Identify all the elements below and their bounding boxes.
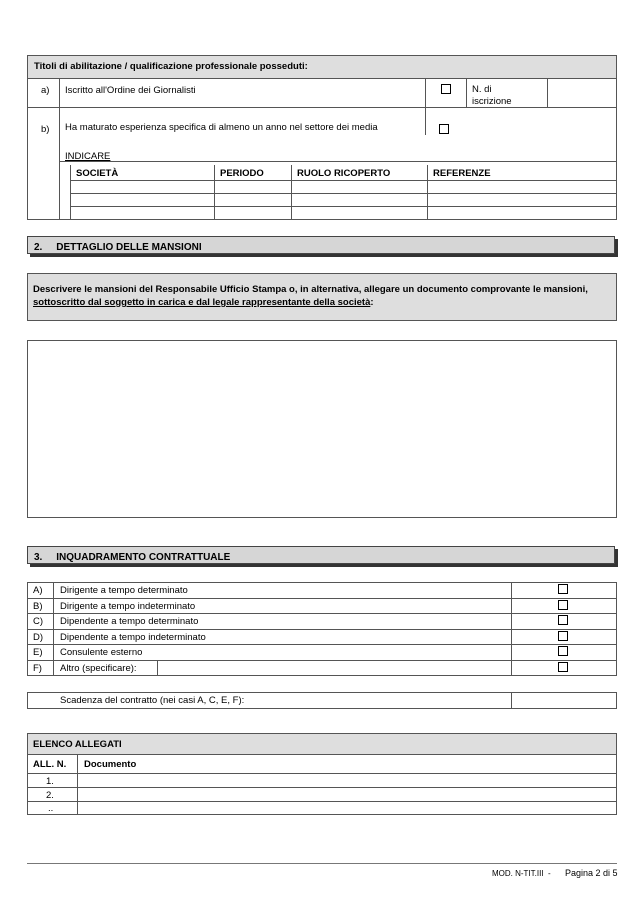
allegati-row-1-n: 1. (46, 776, 54, 787)
footer-rule (27, 863, 617, 864)
option-f-checkbox[interactable] (558, 662, 568, 672)
row-a-numero-field[interactable] (548, 79, 616, 106)
row-b-text: Ha maturato esperienza specifica di almeno un anno nel settore dei media (65, 122, 378, 133)
option-c-letter: C) (33, 616, 44, 627)
mansioni-textarea[interactable] (27, 340, 617, 518)
option-b-label: Dirigente a tempo indeterminato (60, 601, 196, 612)
option-d-label: Dipendente a tempo indeterminato (60, 632, 206, 643)
titoli-heading: Titoli di abilitazione / qualificazione professionale posseduti: (34, 61, 308, 72)
description-end: : (370, 297, 374, 308)
option-a-letter: A) (33, 585, 43, 596)
footer-page-number: Pagina 2 di 5 (565, 868, 618, 878)
option-c-label: Dipendente a tempo determinato (60, 616, 199, 627)
option-b-checkbox[interactable] (558, 600, 568, 610)
indicare-label: INDICARE (65, 151, 111, 162)
section-3-header (27, 546, 615, 564)
option-e-letter: E) (33, 647, 43, 658)
option-d-checkbox[interactable] (558, 631, 568, 641)
allegati-title: ELENCO ALLEGATI (33, 739, 122, 750)
section-2-header (27, 236, 615, 254)
col-referenze: REFERENZE (433, 168, 491, 179)
col-ruolo: RUOLO RICOPERTO (297, 168, 391, 179)
option-c-checkbox[interactable] (558, 615, 568, 625)
row-a-text: Iscritto all'Ordine dei Giornalisti (65, 85, 196, 96)
option-d-letter: D) (33, 632, 44, 643)
option-b-letter: B) (33, 601, 43, 612)
row-a-letter: a) (41, 85, 50, 96)
allegati-col-n: ALL. N. (33, 759, 67, 770)
row-a-n-label-1: N. di (472, 84, 492, 95)
section-2-title: 2. DETTAGLIO DELLE MANSIONI (34, 242, 202, 253)
allegati-row-2-n: 2. (46, 790, 54, 801)
option-f-letter: F) (33, 663, 42, 674)
section-2-description (33, 283, 613, 309)
option-e-label: Consulente esterno (60, 647, 143, 658)
col-periodo: PERIODO (220, 168, 264, 179)
footer-mod: MOD. N-TIT.III - (492, 869, 551, 878)
row-b-letter: b) (41, 124, 50, 135)
option-f-specify-field[interactable] (158, 661, 510, 675)
option-a-checkbox[interactable] (558, 584, 568, 594)
allegati-row-3-n: .. (48, 803, 54, 814)
row-b-checkbox[interactable] (439, 124, 449, 134)
option-a-label: Dirigente a tempo determinato (60, 585, 188, 596)
row-a-checkbox[interactable] (441, 84, 451, 94)
allegati-col-doc: Documento (84, 759, 137, 770)
description-text: Descrivere le mansioni del Responsabile Ufficio Stampa o, in alternativa, allegare un documento comprovante le mansioni, (33, 284, 588, 295)
description-underlined: sottoscritto dal soggetto in carica e dal legale rappresentante della società (33, 297, 371, 308)
option-f-label: Altro (specificare): (60, 663, 137, 674)
section-3-title: 3. INQUADRAMENTO CONTRATTUALE (34, 552, 231, 563)
row-a-n-label-2: iscrizione (472, 96, 512, 107)
titoli-table (27, 55, 617, 220)
col-societa: SOCIETÀ (76, 168, 119, 179)
scadenza-label: Scadenza del contratto (nei casi A, C, E, F): (60, 695, 245, 706)
scadenza-field[interactable] (512, 693, 616, 708)
option-e-checkbox[interactable] (558, 646, 568, 656)
